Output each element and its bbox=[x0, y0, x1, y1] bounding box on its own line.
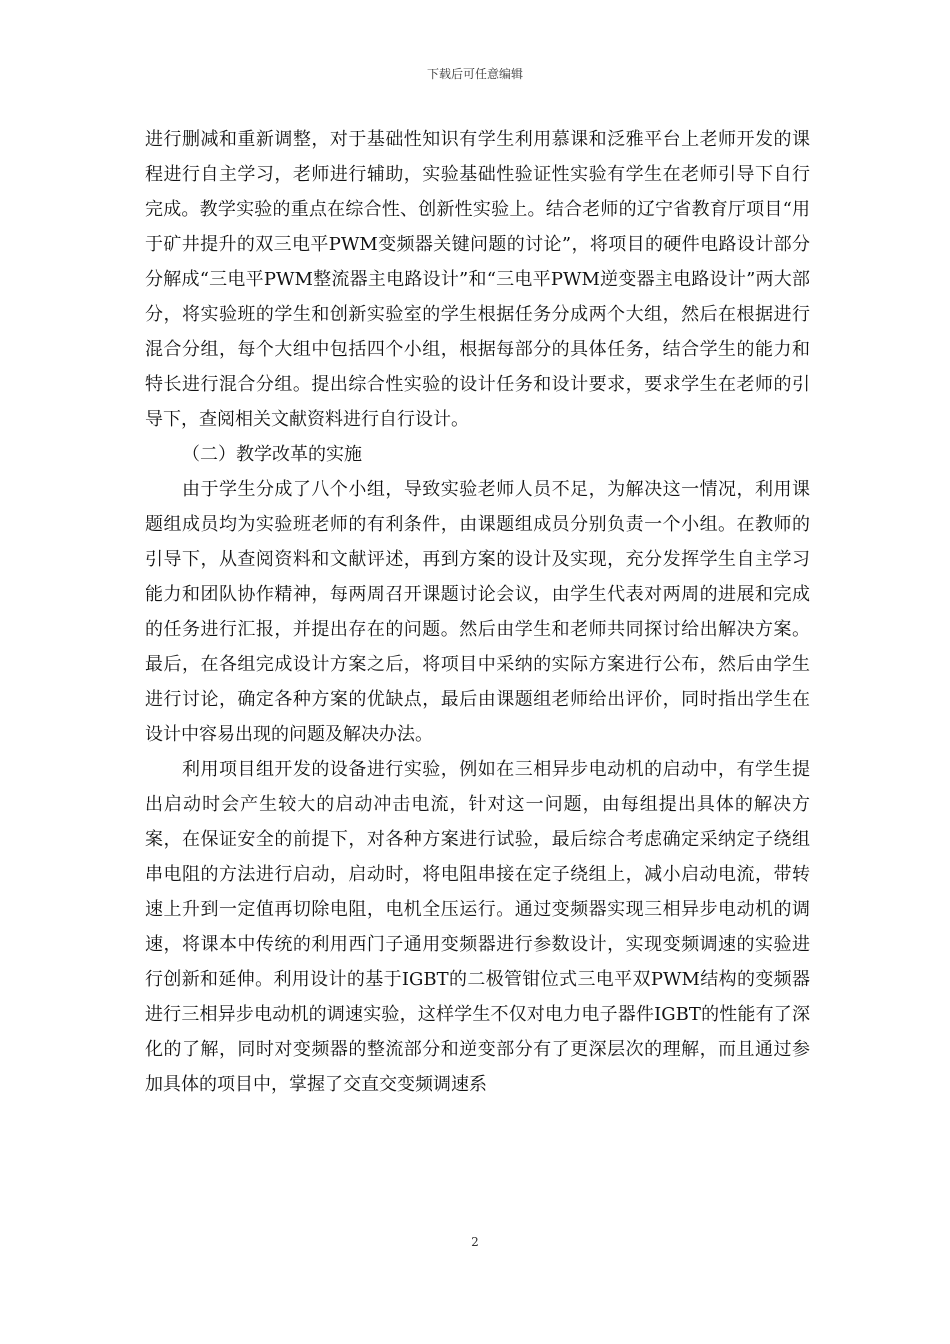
paragraph-1: 进行删减和重新调整，对于基础性知识有学生利用慕课和泛雅平台上老师开发的课程进行自主学习，老师进行辅助，实验基础性验证性实验有学生在老师引导下自行完成。教学实验的重点在综合性、创新性实验上。结合老师的辽宁省教育厅项目“用于矿井提升的双三电平PWM变频器关键问题的讨论”，将项目的硬件电路设计部分分解成“三电平PWM整流器主电路设计”和“三电平PWM逆变器主电路设计”两大部分，将实验班的学生和创新实验室的学生根据任务分成两个大组，然后在根据进行混合分组，每个大组中包括四个小组，根据每部分的具体任务，结合学生的能力和特长进行混合分组。提出综合性实验的设计任务和设计要求，要求学生在老师的引导下，查阅相关文献资料进行自行设计。 bbox=[145, 129, 810, 430]
section-heading: （二）教学改革的实施 bbox=[182, 444, 362, 465]
page-header: 下载后可任意编辑 bbox=[426, 67, 523, 81]
paragraph-3: 利用项目组开发的设备进行实验，例如在三相异步电动机的启动中，有学生提出启动时会产生较大的启动冲击电流，针对这一问题，由每组提出具体的解决方案，在保证安全的前提下，对各种方案进行试验，最后综合考虑确定采纳定子绕组串电阻的方法进行启动，启动时，将电阻串接在定子绕组上，减小启动电流，带转速上升到一定值再切除电阻，电机全压运行。通过变频器实现三相异步电动机的调速，将课本中传统的利用西门子通用变频器进行参数设计，实现变频调速的实验进行创新和延伸。利用设计的基于IGBT的二极管钳位式三电平双PWM结构的变频器进行三相异步电动机的调速实验，这样学生不仅对电力电子器件IGBT的性能有了深化的了解，同时对变频器的整流部分和逆变部分有了更深层次的理解，而且通过参加具体的项目中，掌握了交直交变频调速系 bbox=[145, 759, 810, 1095]
document-body bbox=[145, 122, 810, 1102]
page-number: 2 bbox=[471, 1235, 479, 1249]
paragraph-2: 由于学生分成了八个小组，导致实验老师人员不足，为解决这一情况，利用课题组成员均为实验班老师的有利条件，由课题组成员分别负责一个小组。在教师的引导下，从查阅资料和文献评述，再到方案的设计及实现，充分发挥学生自主学习能力和团队协作精神，每两周召开课题讨论会议，由学生代表对两周的进展和完成的任务进行汇报，并提出存在的问题。然后由学生和老师共同探讨给出解决方案。最后，在各组完成设计方案之后，将项目中采纳的实际方案进行公布，然后由学生进行讨论，确定各种方案的优缺点，最后由课题组老师给出评价，同时指出学生在设计中容易出现的问题及解决办法。 bbox=[145, 479, 810, 745]
